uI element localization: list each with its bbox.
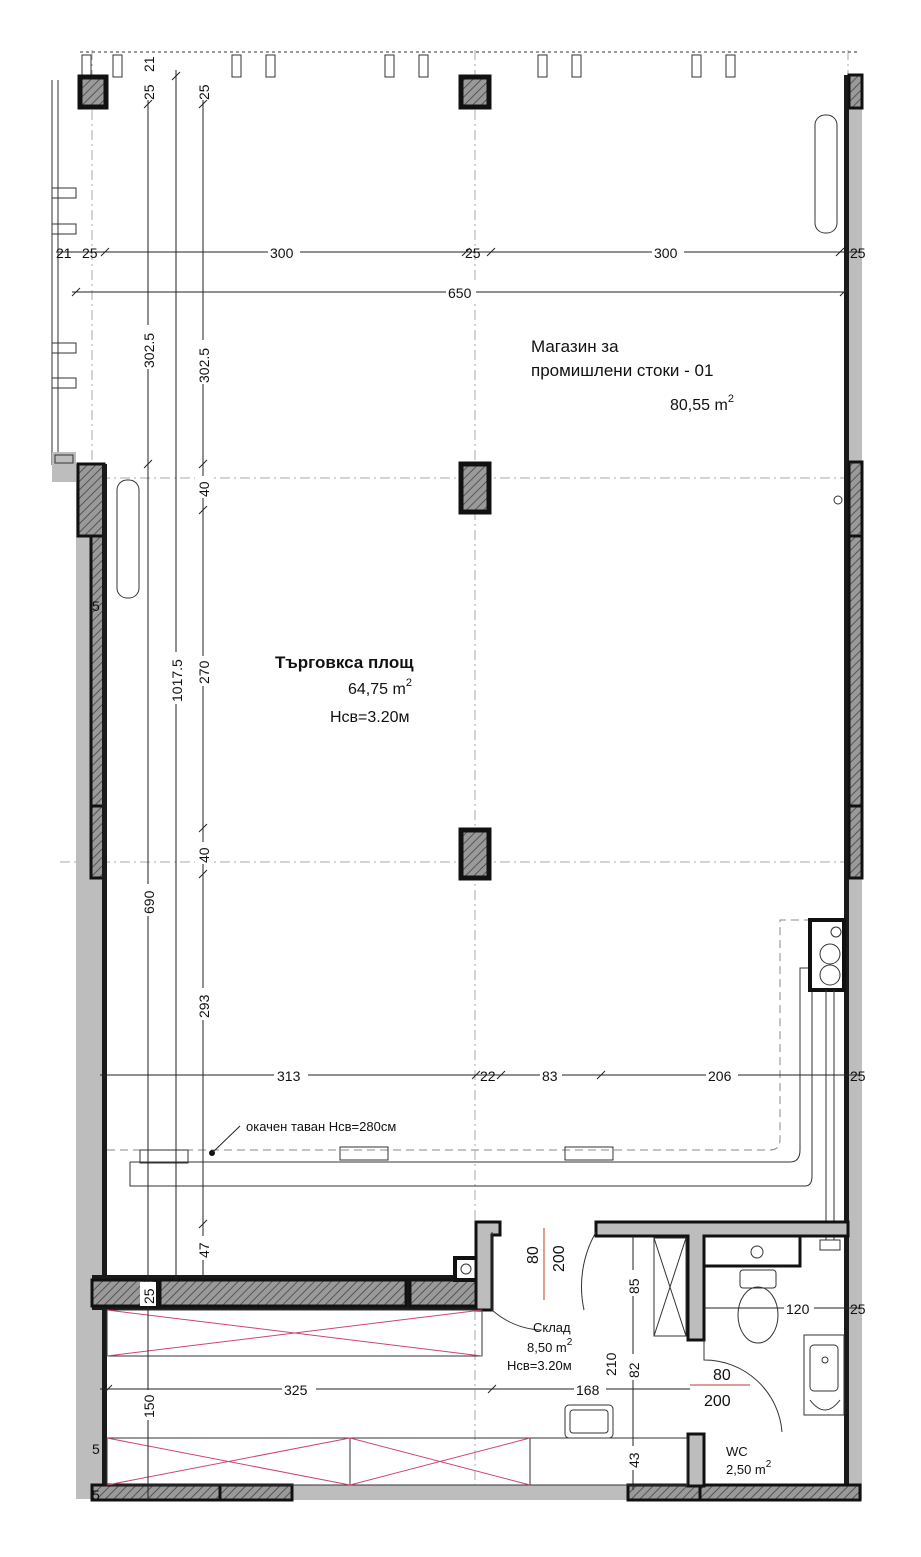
dim-storage-85: 85 (626, 1278, 642, 1294)
trade-area-title: Търговкса площ (275, 653, 414, 672)
dim-storage-82: 82 (626, 1362, 642, 1378)
dim-row2-206: 206 (708, 1068, 732, 1084)
lower-counters (107, 1310, 687, 1485)
dim-v-293: 293 (196, 994, 212, 1018)
ceiling-note: окачен таван Нсв=280см (246, 1119, 397, 1134)
dim-row2-313: 313 (277, 1068, 301, 1084)
wc-area: 2,50 $m^2$ (726, 1459, 772, 1477)
storage-shelf (654, 1238, 686, 1336)
dim-row1-a: 25 (82, 245, 98, 261)
dim-top-left-a: 25 (141, 84, 157, 100)
dim-storage-43: 43 (626, 1452, 642, 1468)
dim-overall-width: 650 (448, 285, 472, 301)
dim-row3-168: 168 (576, 1382, 600, 1398)
door1-width: 80 (525, 1246, 542, 1264)
dim-left-edge-5c: 5 (92, 1487, 100, 1503)
trade-area-value: 64,75 $m^2$ (348, 677, 412, 698)
trade-area-height: Нсв=3.20м (330, 709, 410, 726)
dim-row2-end: 25 (850, 1068, 866, 1084)
dim-left-edge-5b: 5 (92, 1441, 100, 1457)
radiators (117, 115, 842, 598)
installation-shaft (810, 920, 844, 1250)
door2-width: 80 (713, 1367, 731, 1384)
dim-v-25: 25 (141, 1288, 157, 1304)
wc-fixtures (738, 1270, 844, 1415)
dim-storage-210: 210 (603, 1352, 619, 1376)
storage-area: 8,50 $m^2$ (527, 1337, 573, 1355)
dim-v-40-bottom: 40 (196, 847, 212, 863)
storage-height: Нсв=3.20м (507, 1358, 572, 1373)
dim-wc-end: 25 (850, 1301, 866, 1317)
door1-height: 200 (551, 1245, 568, 1272)
storage-title: Склад (533, 1320, 571, 1335)
dim-left-edge-5a: 5 (92, 598, 100, 614)
dim-v-1017: 1017.5 (169, 659, 185, 702)
shop-area: 80,55 $m^2$ (670, 393, 734, 414)
dim-v-690: 690 (141, 890, 157, 914)
dim-row1-span1: 300 (270, 245, 294, 261)
dim-row1-mid: 25 (465, 245, 481, 261)
door2-height: 200 (704, 1393, 731, 1410)
dim-row1-start: 21 (56, 245, 72, 261)
dim-v-47: 47 (196, 1242, 212, 1258)
left-glazing (52, 80, 76, 482)
dim-v-150: 150 (141, 1394, 157, 1418)
dim-left-302: 302.5 (141, 332, 157, 368)
dim-v-270: 270 (196, 660, 212, 684)
dim-top-col-a: 25 (196, 84, 212, 100)
dim-col-302: 302.5 (196, 347, 212, 383)
dim-row2-22: 22 (480, 1068, 496, 1084)
dim-v-40-top: 40 (196, 481, 212, 497)
dim-top-left-b: 21 (141, 56, 157, 72)
dim-wc-120: 120 (786, 1301, 810, 1317)
dim-row1-span2: 300 (654, 245, 678, 261)
shop-title-line2: промишлени стоки - 01 (531, 361, 714, 380)
shop-title-line1: Магазин за (531, 337, 619, 356)
dim-row3-325: 325 (284, 1382, 308, 1398)
wc-title: WC (726, 1444, 748, 1459)
dim-row2-83: 83 (542, 1068, 558, 1084)
dim-row1-end: 25 (850, 245, 866, 261)
